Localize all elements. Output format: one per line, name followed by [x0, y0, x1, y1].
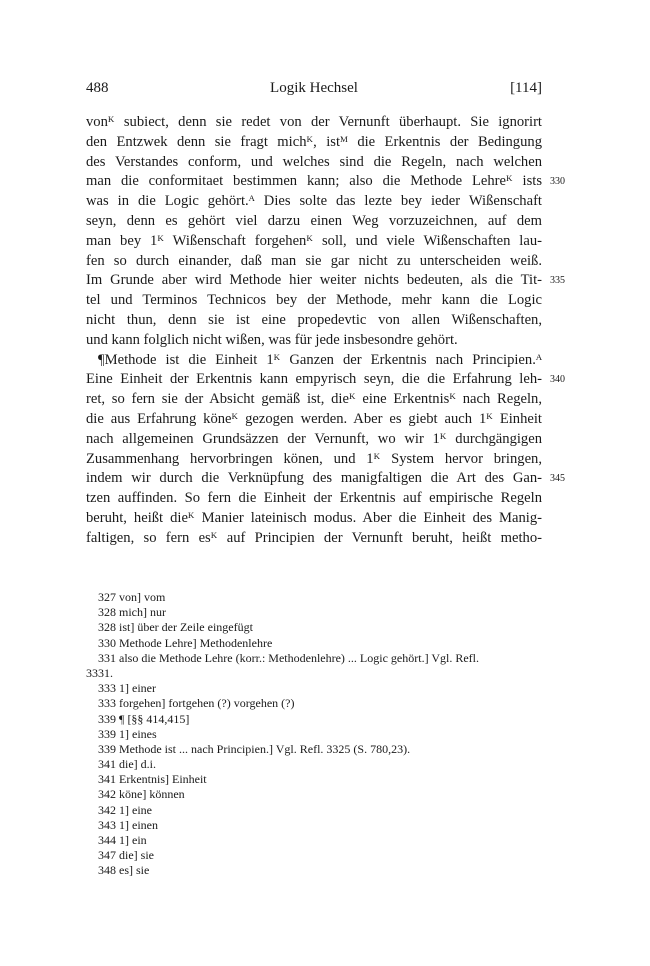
footnote-line-ref: 328 [98, 605, 116, 620]
line-number: 340 [550, 374, 565, 386]
text-line: was in die Logic gehört.ᴬ Dies solte das lezte bey ieder Wißenschaft [86, 193, 542, 210]
footnote-text: die] sie [119, 848, 154, 863]
footnote-line-ref: 342 [98, 787, 116, 802]
footnote-line-ref: 333 [98, 696, 116, 711]
footnote-line-ref: 341 [98, 757, 116, 772]
footnote [86, 818, 542, 833]
critical-apparatus [86, 590, 542, 879]
footnote-text: 1] ein [119, 833, 147, 847]
footnote [86, 590, 542, 605]
footnote-text: ¶ [§§ 414,415] [119, 711, 190, 726]
footnote-text: 1] eines [119, 726, 157, 741]
footnote-continuation: 3331. [86, 665, 113, 680]
footnote-line-ref: 342 [98, 802, 116, 817]
footnote-line-ref: 343 [98, 817, 116, 832]
text-line: die aus Erfahrung köneᴷ gezogen werden. Aber es giebt auch 1ᴷ Einheit [86, 410, 542, 427]
footnote [86, 712, 542, 727]
text-line: beruht, heißt dieᴷ Manier lateinisch modus. Aber die Einheit des Manig- [86, 509, 542, 526]
footnote-line-ref: 333 [98, 681, 116, 696]
running-header [86, 80, 542, 102]
text-line: des Verstandes conform, und welches sind die Regeln, nach welchen [86, 153, 542, 170]
footnote-text: mich] nur [119, 605, 166, 620]
main-text [86, 113, 565, 549]
text-line: und kann folglich nicht wißen, was für jede insbesondre gehört. [86, 331, 458, 348]
text-line: man bey 1ᴷ Wißenschaft forgehenᴷ soll, und viele Wißenschaften lau- [86, 232, 542, 249]
text-line: tzen auffinden. So fern die Einheit der Erkentnis auf empirische Regeln [86, 490, 542, 507]
footnote [86, 833, 542, 848]
footnote-line-ref: 339 [98, 741, 116, 756]
footnote-text: 1] einer [119, 681, 156, 696]
footnote [86, 620, 542, 635]
text-line: faltigen, so fern esᴷ auf Principien der Vernunft beruht, heißt metho- [86, 529, 542, 546]
text-line: Im Grunde aber wird Methode hier weiter nichts bedeuten, als die Tit- 335 [86, 271, 542, 291]
text-line: seyn, denn es gehört viel darzu einen Weg vorzuzeichnen, auf dem [86, 212, 542, 229]
footnote [86, 848, 542, 863]
footnote-text: Methode ist ... nach Principien.] Vgl. Refl. 3325 (S. 780,23). [119, 741, 411, 756]
text-line: nicht thun, denn sie ist eine propedevtic von allen Wißenschaften, [86, 311, 542, 328]
footnote-line-ref: 344 [98, 833, 116, 847]
text-line: vonᴷ subiect, denn sie redet von der Vernunft überhaupt. Sie ignorirt [86, 114, 542, 130]
footnote-text: 1] eine [119, 802, 152, 817]
footnote-text: forgehen] fortgehen (?) vorgehen (?) [119, 696, 295, 711]
footnote [86, 772, 542, 787]
running-title: Logik Hechsel [270, 80, 358, 96]
text-line: indem wir durch die Verknüpfung des manigfaltigen die Art des Gan- 345 [86, 469, 542, 489]
footnote-text: Erkentnis] Einheit [119, 772, 207, 787]
footnote [86, 757, 542, 772]
footnote-line-ref: 327 [98, 590, 116, 604]
footnote [86, 636, 542, 651]
footnote [86, 787, 542, 802]
footnote [86, 863, 542, 878]
footnote-text: Methode Lehre] Methodenlehre [119, 635, 273, 650]
footnote [86, 742, 542, 757]
footnote-line-ref: 339 [98, 711, 116, 726]
text-line: Eine Einheit der Erkentnis kann empyrisch seyn, die die Erfahrung leh- 340 [86, 370, 542, 390]
footnote [86, 803, 542, 818]
footnote-line-ref: 330 [98, 635, 116, 650]
footnote-line-ref: 348 [98, 863, 116, 878]
footnote [86, 651, 542, 666]
footnote-text: es] sie [119, 863, 150, 878]
text-line: fen so durch einander, daß man sie gar nicht zu unterscheiden weiß. [86, 252, 542, 269]
line-number: 330 [550, 176, 565, 188]
footnote [86, 681, 542, 696]
footnote-text: ist] über der Zeile eingefügt [119, 620, 253, 635]
line-number: 335 [550, 275, 565, 287]
footnote-line-ref: 339 [98, 726, 116, 741]
footnote-line-ref: 328 [98, 620, 116, 635]
footnote [86, 727, 542, 742]
footnote [86, 696, 542, 711]
footnote [86, 605, 542, 620]
footnote-text: also die Methode Lehre (korr.: Methodenlehre) ... Logic gehört.] Vgl. Refl. [119, 650, 480, 665]
footnote-text: köne] können [119, 787, 185, 802]
footnote-line-ref: 331 [98, 650, 116, 665]
footnote-line-ref: 347 [98, 848, 116, 863]
text-line: Zusammenhang hervorbringen könen, und 1ᴷ System hervor bringen, [86, 450, 542, 467]
footnote-text: von] vom [119, 590, 166, 604]
footnote-line-ref: 341 [98, 772, 116, 787]
page-number: 488 [86, 80, 109, 96]
text-line: man die conformitaet bestimmen kann; also die Methode Lehreᴷ ists 330 [86, 172, 542, 192]
footnote-text: 1] einen [119, 817, 158, 832]
text-line: ret, so fern sie der Absicht gemäß ist, dieᴷ eine Erkentnisᴷ nach Regeln, [86, 391, 542, 408]
footnote-text: die] d.i. [119, 757, 156, 772]
text-line: nach allgemeinen Grundsäzzen der Vernunft, wo wir 1ᴷ durchgängigen [86, 430, 542, 447]
text-line: ¶Methode ist die Einheit 1ᴷ Ganzen der Erkentnis nach Principien.ᴬ [98, 351, 542, 368]
manuscript-page-ref: [114] [510, 80, 542, 96]
text-line: tel und Terminos Technicos bey der Methode, mehr kann die Logic [86, 292, 542, 309]
text-line: den Entzwek denn sie fragt michᴷ, istᴹ die Erkentnis der Bedingung [86, 133, 542, 150]
line-number: 345 [550, 473, 565, 485]
